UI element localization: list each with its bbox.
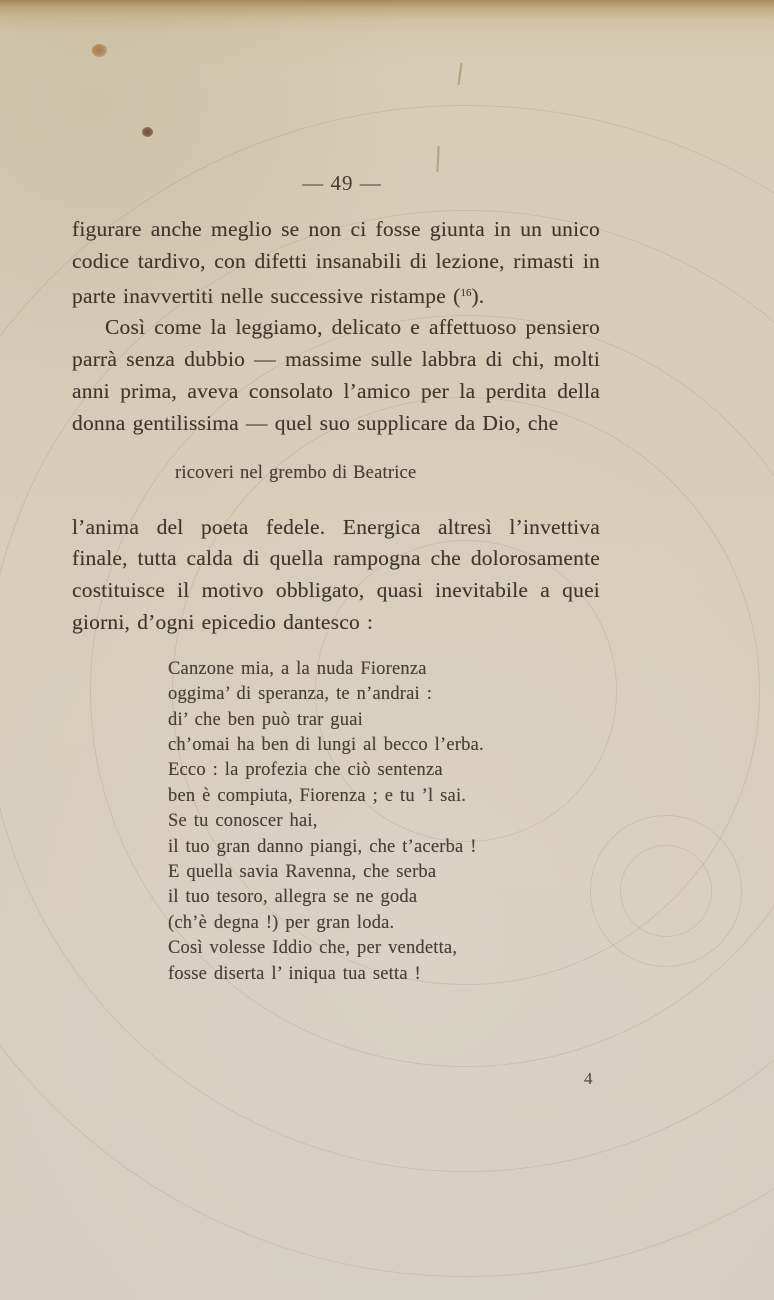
poem-block	[168, 657, 600, 987]
signature-mark: 4	[584, 1069, 593, 1088]
poem-line: E quella savia Ravenna, che serba	[168, 862, 437, 883]
paragraph-1-text: figurare anche meglio se non ci fosse giunta in un unico codice tardivo, con difetti insanabili di lezione, rimasti in parte inavvertiti nelle successive ristampe (	[72, 217, 600, 308]
poem-line: ch’omai ha ben di lungi al becco l’erba.	[168, 734, 484, 755]
verse-quote: ricoveri nel grembo di Beatrice	[175, 462, 417, 483]
paragraph-2: Così come la leggiamo, delicato e affettuoso pensiero parrà senza dubbio — massime sulle labbra di chi, molti anni prima, aveva consolato l’amico per la perdita della donna gentilissima — quel suo supplicare da Dio, che	[72, 315, 600, 435]
paragraph-1	[72, 214, 600, 312]
poem-line: Canzone mia, a la nuda Fiorenza	[168, 658, 427, 679]
poem-line: oggima’ di speranza, te n’andrai :	[168, 684, 433, 705]
page-number: — 49 —	[302, 171, 382, 195]
poem-line: Ecco : la profezia che ciò sentenza	[168, 760, 443, 781]
paragraph-3: l’anima del poeta fedele. Energica altresì l’invettiva finale, tutta calda di quella rampogna che dolorosamente costituisce il motivo obbligato, quasi inevitabile a quei giorni, d’ogni epicedio dantesco :	[72, 514, 600, 634]
stamp-circle	[590, 815, 742, 967]
text-block	[72, 214, 600, 987]
footnote-ref: 16	[460, 286, 472, 299]
paragraph-1-text-end: ).	[471, 283, 485, 308]
poem-line: Se tu conoscer hai,	[168, 811, 318, 832]
foxing-spot	[142, 127, 153, 137]
scratch-mark	[457, 63, 462, 85]
poem-line: (ch’è degna !) per gran loda.	[168, 912, 395, 933]
poem-line: il tuo gran danno piangi, che t’acerba !	[168, 836, 477, 857]
poem-line: di’ che ben può trar guai	[168, 709, 363, 730]
poem-line: fosse diserta l’ iniqua tua setta !	[168, 963, 421, 984]
poem-line: Così volesse Iddio che, per vendetta,	[168, 938, 458, 959]
foxing-spot	[92, 44, 107, 57]
poem-line: ben è compiuta, Fiorenza ; e tu ’l sai.	[168, 785, 467, 806]
poem-line: il tuo tesoro, allegra se ne goda	[168, 887, 418, 908]
